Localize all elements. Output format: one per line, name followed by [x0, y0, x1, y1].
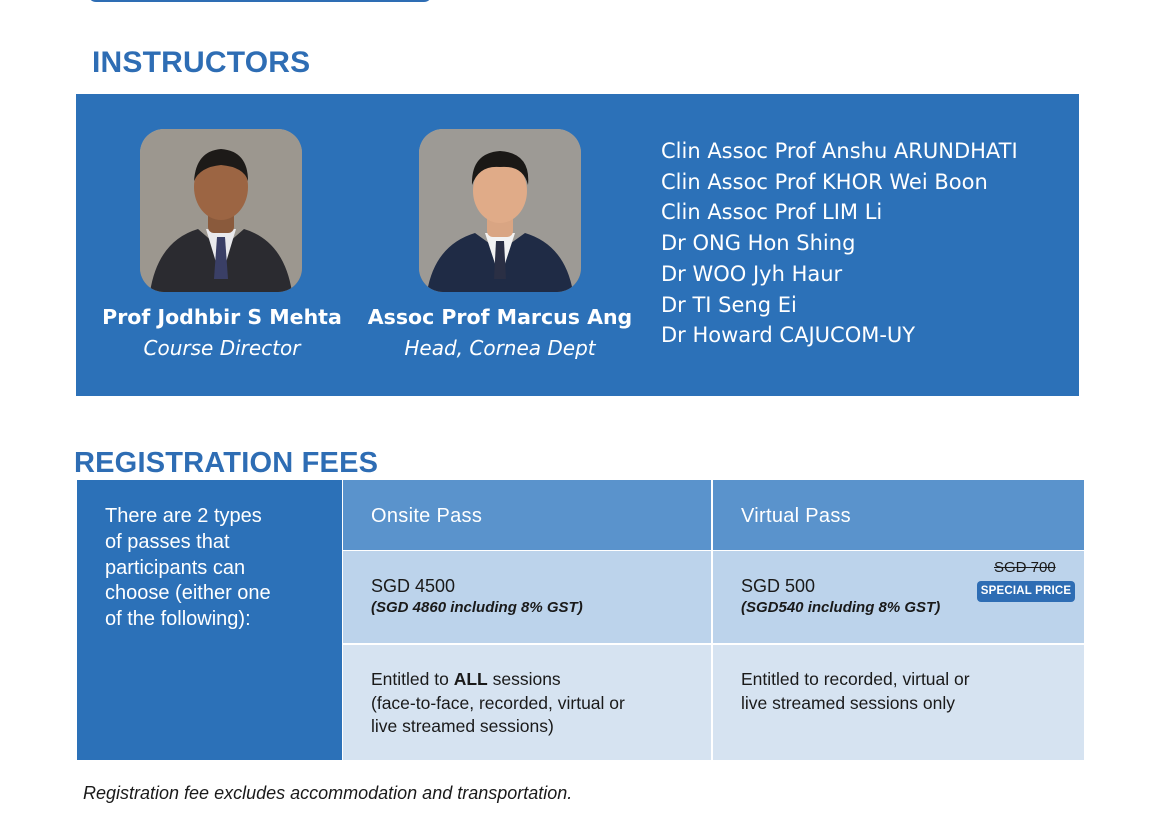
list-item: Dr Howard CAJUCOM-UY: [661, 323, 916, 348]
registration-intro-text: [105, 504, 335, 633]
special-price-badge: SPECIAL PRICE: [977, 581, 1075, 602]
other-instructors-list: [661, 136, 1018, 351]
onsite-pass-header: [343, 480, 711, 550]
virtual-price-cell: [713, 551, 1084, 643]
entitlement-line: Entitled to ALL sessions: [371, 669, 561, 689]
registration-heading: REGISTRATION FEES: [74, 447, 379, 479]
virtual-price-gst: (SGD540 including 8% GST): [741, 599, 941, 616]
instructor-role: Course Director: [143, 336, 301, 360]
list-item: Clin Assoc Prof Anshu ARUNDHATI: [661, 139, 1018, 163]
list-item: Clin Assoc Prof KHOR Wei Boon: [661, 169, 988, 194]
instructor-role: Head, Cornea Dept: [404, 336, 596, 360]
old-price-strikethrough: SGD 700: [994, 559, 1056, 576]
intro-line: of the following):: [105, 608, 251, 631]
list-item: Dr TI Seng Ei: [661, 292, 797, 317]
entitlement-line: live streamed sessions only: [741, 692, 955, 713]
list-item: Dr ONG Hon Shing: [661, 231, 856, 256]
column-header: Onsite Pass: [371, 505, 483, 527]
onsite-price-cell: [343, 551, 711, 643]
intro-line: There are 2 types: [105, 505, 262, 527]
instructors-panel: [76, 94, 1079, 396]
virtual-entitlement: [741, 668, 1071, 715]
onsite-price: SGD 4500: [371, 576, 456, 596]
entitlement-line: Entitled to recorded, virtual or: [741, 669, 970, 689]
entitlement-line: (face-to-face, recorded, virtual or: [371, 692, 625, 713]
list-item: Dr WOO Jyh Haur: [661, 261, 843, 286]
top-banner-edge: [88, 0, 432, 2]
intro-line: of passes that: [105, 530, 230, 553]
instructor-photo-mehta: [140, 129, 302, 292]
onsite-price-gst: (SGD 4860 including 8% GST): [371, 599, 583, 616]
onsite-entitlement: [371, 668, 701, 739]
instructor-name: Prof Jodhbir S Mehta: [102, 305, 342, 329]
instructor-photo-ang: [419, 129, 581, 292]
list-item: Clin Assoc Prof LIM Li: [661, 200, 883, 225]
virtual-price: SGD 500: [741, 576, 816, 596]
registration-footnote: Registration fee excludes accommodation and transportation.: [83, 783, 573, 803]
column-header: Virtual Pass: [741, 505, 851, 527]
onsite-entitlement-cell: [343, 645, 711, 760]
person-photo-icon: [419, 129, 581, 292]
instructor-name: Assoc Prof Marcus Ang: [367, 305, 633, 329]
virtual-pass-header: [713, 480, 1084, 550]
intro-line: choose (either one: [105, 582, 271, 605]
registration-intro-cell: [77, 480, 342, 760]
person-photo-icon: [140, 129, 302, 292]
virtual-entitlement-cell: [713, 645, 1084, 760]
instructors-heading: INSTRUCTORS: [92, 46, 311, 79]
emphasis-all: ALL: [453, 669, 488, 689]
intro-line: participants can: [105, 556, 246, 579]
entitlement-line: live streamed sessions): [371, 716, 554, 736]
